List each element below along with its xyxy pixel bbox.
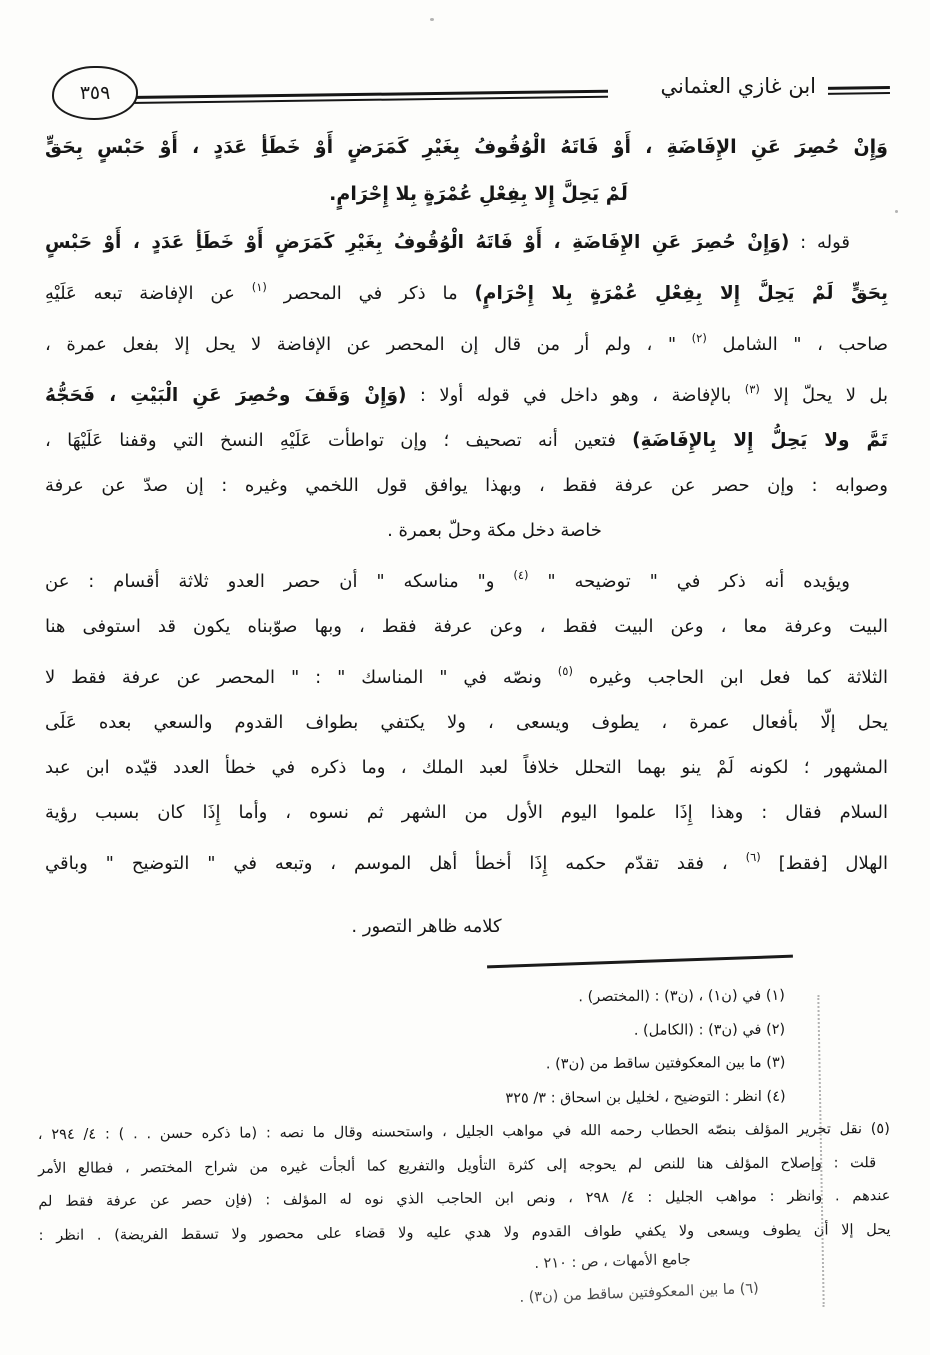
commentary-line [45, 553, 888, 604]
text-segment: ما ذكر في المحصر [266, 283, 475, 304]
text-segment: خاصة دخل مكة وحلّ بعمرة . [387, 520, 602, 541]
text-segment: عن الإفاضة تبعه عَلَيْهِ [45, 283, 252, 304]
running-head-title: ابن غازي العثماني [608, 72, 828, 104]
commentary-line [45, 745, 888, 790]
footnote-5-line: يحل إلا أن يطوف ويسعى ولا يكفي طواف القدوم ولا هدي عليه ولا قضاء على محصور ولا تسقط الفريضة) . انظر : [38, 1221, 891, 1244]
scan-speck [895, 210, 898, 213]
text-segment: قوله : [789, 232, 850, 253]
matn-line: لَمْ يَحِلَّ إِلا بِفِعْلِ عُمْرَةٍ بِلا إِحْرَامٍ. [329, 183, 628, 205]
commentary-line [45, 367, 888, 418]
scan-speck [430, 18, 434, 21]
footnote-2: (٢) في (ن٣) : (الكامل) . [633, 1021, 786, 1039]
footnote-5-line: جامع الأمهات ، ص : ٢١٠ . [534, 1251, 691, 1273]
page-number: ٣٥٩ [79, 82, 111, 104]
matn-quote-segment: تَمَّ ولا يَحِلُّ إِلا بِالإِفَاضَةِ) [632, 430, 888, 451]
text-segment: الهلال [فقط] [760, 853, 889, 874]
footnote-3: (٣) ما بين المعكوفتين ساقط من (ن٣) . [545, 1054, 786, 1073]
footnote-ref-1: (١) [251, 280, 267, 294]
text-segment: صاحب ، " الشامل [706, 334, 888, 355]
text-segment: يحل إلّا بأفعال عمرة ، يطوف ويسعى ، ولا يكتفي بطواف القدوم والسعي بعده عَلَى [45, 712, 888, 733]
footnote-ref-3: (٣) [744, 382, 760, 396]
footnote-ref-2: (٢) [691, 331, 707, 345]
footnote-4: (٤) انظر : التوضيح ، لخليل بن اسحاق : ٣/ ٣٢٥ [505, 1088, 786, 1107]
text-segment: السلام فقال : وهذا إِذَا علموا اليوم الأول من الشهر ثم نسوه ، وأما إِذَا كان بسبب رؤية [45, 802, 888, 823]
commentary-block [45, 220, 888, 949]
matn-block [45, 124, 888, 218]
matn-quote-segment: بِحَقٍّ لَمْ يَحِلَّ إِلا بِفِعْلِ عُمْرَةٍ بِلا إِحْرَامٍ) [474, 283, 888, 304]
footnotes-block [37, 979, 891, 1320]
commentary-line [45, 316, 888, 367]
text-segment: المشهور ؛ لكونه لَمْ ينو بهما التحلل خلافاً لعبد الملك ، وما ذكره في خطأ العدد قيّده ابن عبد [45, 757, 888, 778]
text-segment: بل لا يحلّ إلا [759, 385, 889, 406]
commentary-line [45, 418, 888, 463]
matn-quote-segment: (وَإِنْ حُصِرَ عَنِ الإِفَاضَةِ ، أَوْ فَاتَهُ الْوُقُوفُ بِغَيْرِ كَمَرَضٍ أَوْ خَطَأِ عَدَدٍ ، أَوْ حَبْسٍ [45, 232, 790, 253]
commentary-line [45, 649, 888, 700]
text-segment: و" مناسكه " أن حصر العدو ثلاثة أقسام : عن [45, 571, 514, 592]
footnote-5-line: قلت : وإصلاح المؤلف هنا للنص لم يحوجه إلى كثرة التأويل والتفريع كما ألجأت غيره من شراح المختصر ، فطالع الأمر [38, 1154, 877, 1177]
commentary-line [45, 790, 888, 835]
footnote-ref-4: (٤) [513, 568, 529, 582]
footnote-5-line: (٥) نقل تحرير المؤلف بنصّه الحطاب رحمه الله في مواهب الجليل ، واستحسنه وقال ما نصه : (ما ذكره حسن . . ) : ٤/ ٢٩٤ ، [37, 1121, 890, 1143]
footnote-ref-5: (٥) [557, 664, 573, 678]
text-segment: كلامه ظاهر التصور . [351, 916, 502, 937]
footnote-1: (١) في (ن١) ، (ن٣) : (المختصر) . [578, 987, 785, 1006]
footnote-ref-6: (٦) [745, 850, 761, 864]
text-segment: الثلاثة كما فعل ابن الحاجب وغيره [572, 667, 888, 688]
page-number-badge [52, 66, 138, 120]
commentary-line [45, 604, 888, 649]
text-segment: البيت وعرفة معا ، وعن البيت فقط ، وعن عرفة فقط ، وبها صوّبناه يكون قد استوفى هنا [45, 616, 888, 637]
text-segment: فتعين أنه تصحيف ؛ وإن تواطأت عَلَيْهِ النسخ التي وقفنا عَلَيْهَا ، [45, 430, 633, 451]
text-segment: وصوابه : وإن حصر عن عرفة فقط ، وبهذا يوافق قول اللخمي وغيره : إن صدّ عن عرفة [45, 475, 888, 496]
commentary-line [45, 220, 888, 265]
commentary-line [45, 463, 888, 508]
matn-line: وَإِنْ حُصِرَ عَنِ الإِفَاضَةِ ، أَوْ فَاتَهُ الْوُقُوفُ بِغَيْرِ كَمَرَضٍ أَوْ خَطَأِ عَدَدٍ ، أَوْ حَبْسٍ بِحَقٍّ [45, 136, 888, 158]
commentary-line [45, 700, 888, 745]
text-segment: ، فقد تقدّم حكمه إِذَا أخطأ أهل الموسم ، وتبعه في " التوضيح " وباقي [45, 853, 746, 874]
footnote-5-line: عندهم . وانظر : مواهب الجليل : ٤/ ٢٩٨ ، ونص ابن الحاجب الذي نوه له المؤلف : (فإن حصر عن عرفة فقط لم [38, 1188, 891, 1210]
matn-quote-segment: (وَإِنْ وَقَفَ وحُصِرَ عَنِ الْبَيْتِ ، فَحَجُّهُ [45, 385, 407, 406]
text-segment: ونصّه في " المناسك " : " المحصر عن عرفة فقط لا [45, 667, 558, 688]
text-segment: " ، ولم أر من قال إن المحصر عن الإفاضة لا يحل إلا بفعل عمرة ، [45, 334, 692, 355]
commentary-line [73, 508, 916, 553]
footnote-separator-rule [487, 955, 793, 969]
commentary-line [5, 904, 848, 949]
commentary-line [45, 835, 888, 886]
text-segment: بالإفاضة ، وهو داخل في قوله أولا : [406, 385, 745, 406]
footnote-6: (٦) ما بين المعكوفتين ساقط من (ن٣) . [519, 1280, 760, 1306]
text-segment: ويؤيده أنه ذكر في " توضيحه " [528, 571, 850, 592]
commentary-line [45, 265, 888, 316]
